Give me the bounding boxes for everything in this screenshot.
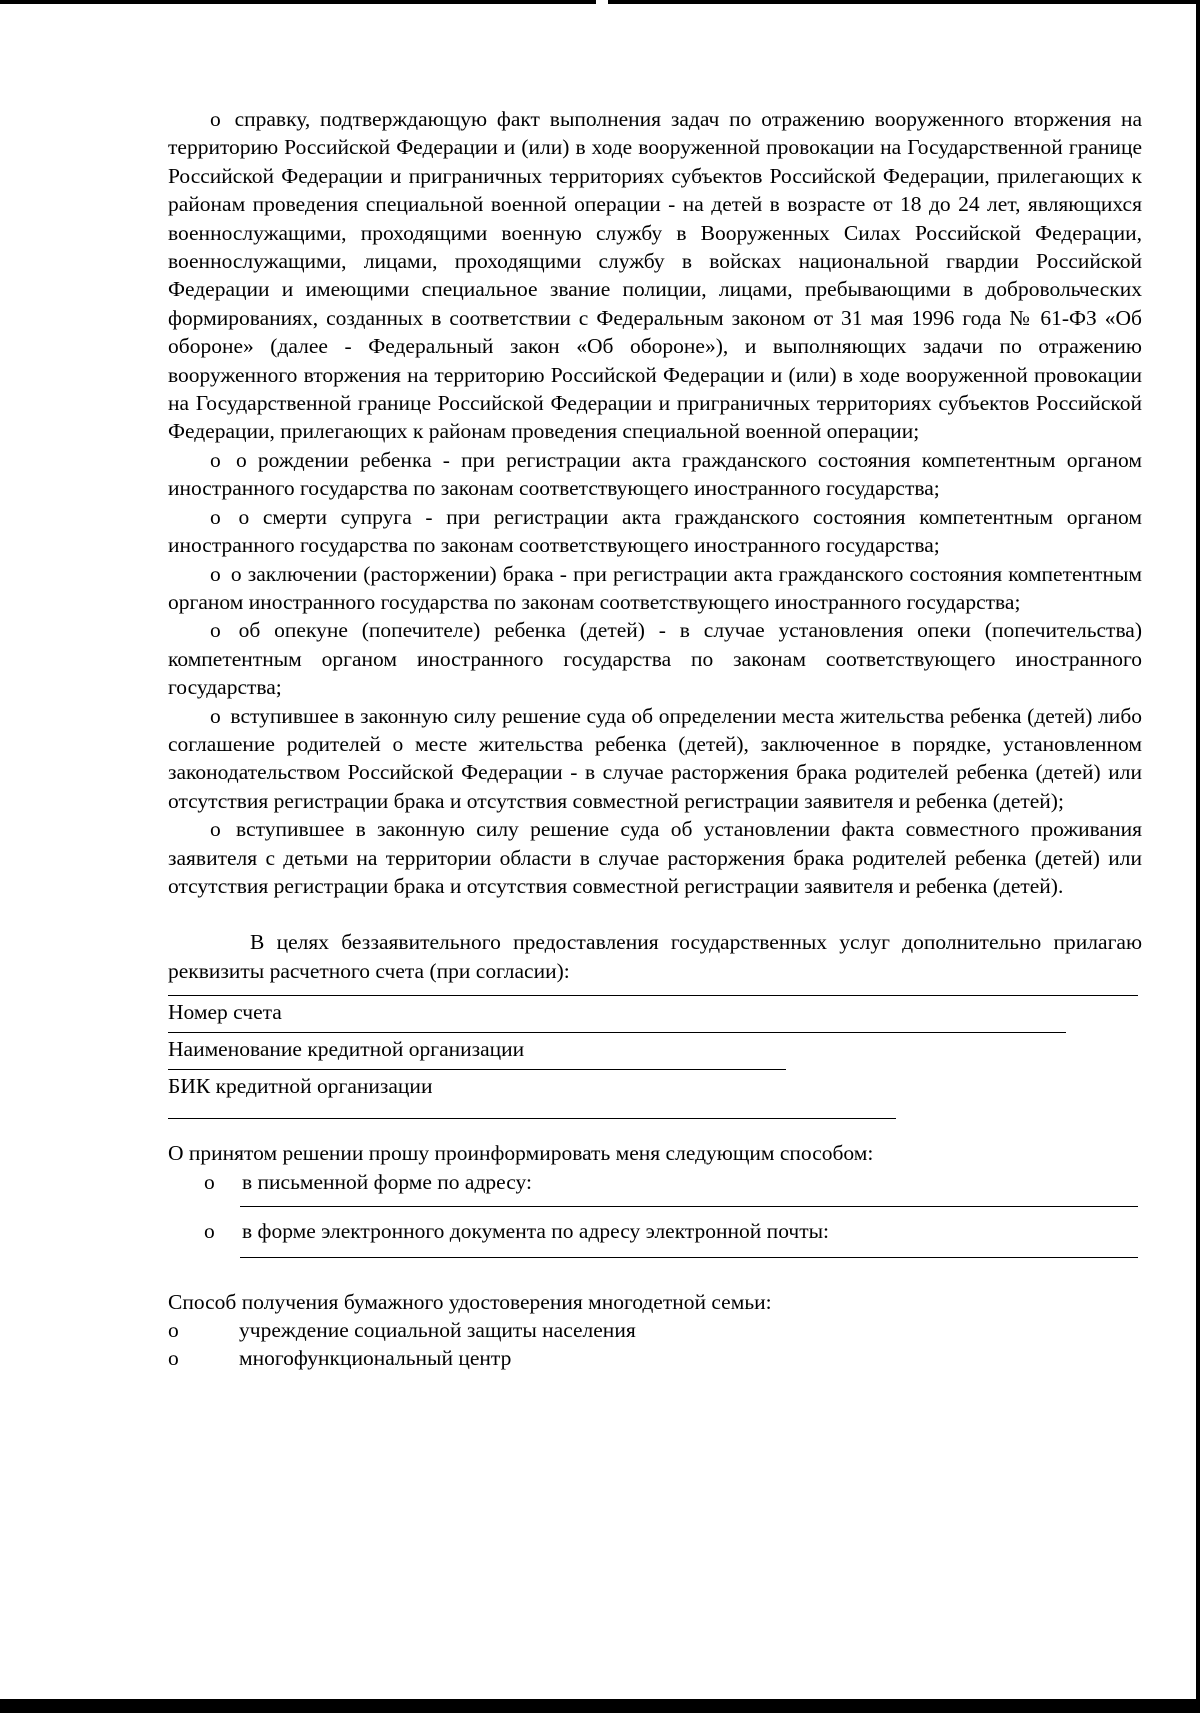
option-marker: о — [204, 1169, 215, 1194]
postal-address-field[interactable] — [240, 1206, 1138, 1207]
bullet-paragraph: о о смерти супруга - при регистрации акта гражданского состояния компетентным органом иностранного государства по законам соответствующего иностранного государства; — [168, 504, 1143, 558]
email-address-field[interactable] — [240, 1257, 1138, 1258]
bik-field[interactable] — [168, 1118, 896, 1119]
notify-intro: О принятом решении прошу проинформировать меня следующим способом: — [168, 1141, 874, 1166]
option-marker: о — [168, 1346, 179, 1370]
bullet-paragraph: о справку, подтверждающую факт выполнения задач по отражению вооруженного вторжения на территорию Российской Федерации и (или) в ходе вооруженной провокации на Государственной границе Российской Федерации и приграничных территориях субъектов Российской Федерации, прилегающих к районам проведения специальной военной операции - на детей в возрасте от 18 до 24 лет, являющихся военнослужащими, проходящими военную службу в Вооруженных Силах Российской Федерации, военнослужащими, лицами, проходящими службу в войсках национальной гвардии Российской Федерации и имеющими специальное звание полиции, лицами, пребывающими в добровольческих формированиях, созданных в соответствии с Федеральным законом от 31 мая 1996 года № 61-ФЗ «Об обороне» (далее - Федеральный закон «Об обороне»), и выполняющих задачи по отражению вооруженного вторжения на территорию Российской Федерации и (или) в ходе вооруженной провокации на Государственной границе Российской Федерации и приграничных территориях субъектов Российской Федерации, прилегающих к районам проведения специальной военной операции; — [168, 107, 1142, 444]
option-marker: о — [204, 1218, 215, 1243]
option-label: в форме электронного документа по адресу электронной почты: — [242, 1218, 830, 1243]
notify-option-email[interactable] — [168, 1217, 1142, 1245]
option-marker: о — [168, 1318, 179, 1342]
blank-line — [168, 995, 1138, 996]
option-label: в письменной форме по адресу: — [242, 1169, 532, 1194]
bank-name-field[interactable] — [168, 1069, 786, 1070]
bullet-paragraph: о об опекуне (попечителе) ребенка (детей) - в случае установления опеки (попечительства) компетентным органом иностранного государства по законам соответствующего иностранного государства; — [168, 618, 1143, 700]
bullet-paragraph: о о рождении ребенка - при регистрации акта гражданского состояния компетентным органом иностранного государства по законам соответствующего иностранного государства; — [168, 447, 1143, 501]
bullet-paragraph: о вступившее в законную силу решение суда об установлении факта совместного проживания заявителя с детьми на территории области в случае расторжения брака родителей ребенка (детей) или отсутствия регистрации брака и отсутствия совместной регистрации заявителя и ребенка (детей). — [168, 817, 1142, 898]
account-number-label: Номер счета — [168, 1000, 282, 1025]
scan-bottom-border — [0, 1699, 1200, 1713]
bank-details-intro: В целях беззаявительного предоставления государственных услуг дополнительно прилагаю реквизиты расчетного счета (при согласии): — [168, 930, 1142, 983]
notify-option-postal[interactable] — [168, 1168, 1142, 1196]
bank-name-label: Наименование кредитной организации — [168, 1037, 525, 1062]
option-label: учреждение социальной защиты населения — [239, 1318, 636, 1342]
document-page — [168, 105, 1142, 1372]
account-number-field[interactable] — [168, 1032, 1066, 1033]
scan-right-border — [1196, 0, 1200, 1713]
bullet-paragraph: о о заключении (расторжении) брака - при регистрации акта гражданского состояния компетентным органом иностранного государства по законам соответствующего иностранного государства; — [168, 561, 1143, 614]
option-label: многофункциональный центр — [239, 1346, 512, 1370]
receipt-option-mfc[interactable] — [168, 1344, 1142, 1372]
receipt-intro: Способ получения бумажного удостоверения многодетной семьи: — [168, 1289, 772, 1314]
receipt-option-social[interactable] — [168, 1316, 1142, 1344]
bullet-paragraph: о вступившее в законную силу решение суда об определении места жительства ребенка (детей) либо соглашение родителей о месте жительства ребенка (детей), заключенное в порядке, установленном законодательством Российской Федерации - в случае расторжения брака родителей ребенка (детей) или отсутствия регистрации брака и отсутствия совместной регистрации заявителя и ребенка (детей); — [168, 703, 1143, 813]
bik-label: БИК кредитной организации — [168, 1074, 433, 1099]
scan-top-border — [0, 0, 1200, 4]
